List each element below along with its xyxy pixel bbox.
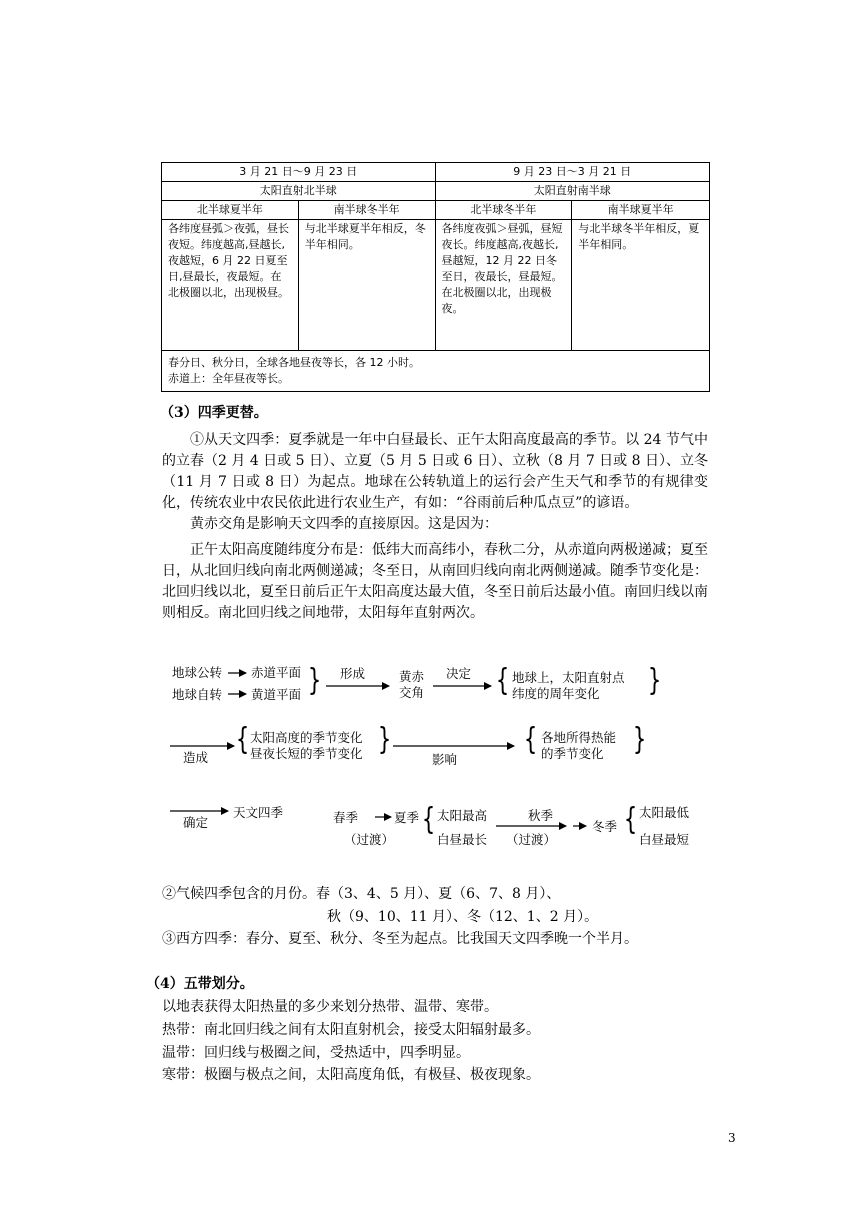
right-brace: } (647, 663, 662, 698)
label-astro-seasons: 天文四季 (233, 805, 284, 820)
paragraph-noon-sun: 正午太阳高度随纬度分布是：低纬大而高纬小，春秋二分，从赤道向两极递减；夏至日，从北回归线向南北两侧递减；冬至日，从南回归线向南北两侧递减。随季节变化是：北回归线以北，夏至日前后正午太阳高度达最大值，冬至日前后达最小值。南回归线以南则相反。南北回归线之间地带，太阳每年直射两次。 (162, 542, 708, 621)
label-winter: 冬季 (592, 819, 618, 834)
col-header: 北半球夏半年 (162, 201, 299, 220)
label-determine: 确定 (183, 815, 209, 830)
section-3-heading: （3）四季更替。 (160, 405, 268, 421)
label-decide: 决定 (446, 666, 472, 681)
label-influence: 影响 (432, 752, 458, 767)
table-cell: 各纬度夜弧＞昼弧，昼短夜长。纬度越高,夜越长,昼越短，12 月 22 日冬至日，夜最长，昼最短。在北极圈以北，出现极夜。 (435, 220, 572, 351)
period-south: 9 月 23 日～3 月 21 日 (435, 163, 710, 182)
label-equator-plane: 赤道平面 (251, 665, 302, 680)
col-header: 南半球冬半年 (298, 201, 435, 220)
label-earth-revolution: 地球公转 (172, 665, 223, 680)
table-cell: 与北半球夏半年相反，冬半年相同。 (298, 220, 435, 351)
climate-seasons-line-1: ②气候四季包含的月份。春（3、4、5 月）、夏（6、7、8 月）、 (162, 886, 561, 902)
left-brace: { (235, 722, 250, 757)
right-brace: } (377, 722, 392, 757)
table-cell: 各纬度昼弧＞夜弧，昼长夜短。纬度越高,昼越长,夜越短，6 月 22 日夏至日,昼最长，夜最短。在北极圈以北，出现极昼。 (162, 220, 299, 351)
label-obliquity-1: 黄赤 (399, 669, 425, 684)
table-cell: 与北半球冬半年相反，夏半年相同。 (572, 220, 710, 351)
col-header: 南半球夏半年 (572, 201, 710, 220)
label-sun-height-change: 太阳高度的季节变化 (250, 730, 363, 745)
paragraph-astro-seasons: ①从天文四季：夏季就是一年中白昼最长、正午太阳高度最高的季节。以 24 节气中的立春（2 月 4 日或 5 日）、立夏（5 月 5 日或 6 日）、立秋（8 月 7 日或 8 日）、立冬（11 月 7 日或 8 日）为起点。地球在公转轨道上的运行会产生天气和季节的有规律变化，传统农业中农民依此进行农业生产，有如：“谷雨前后种瓜点豆”的谚语。 (162, 432, 708, 511)
label-spring: 春季 (333, 810, 359, 825)
footer-equator: 赤道上：全年昼夜等长。 (168, 372, 289, 385)
right-brace: } (307, 663, 322, 698)
right-brace: } (632, 722, 647, 757)
direct-north: 太阳直射北半球 (162, 182, 436, 201)
left-brace: { (421, 802, 436, 837)
label-heat-1: 各地所得热能 (541, 730, 617, 745)
page-number: 3 (728, 1131, 736, 1145)
label-form: 形成 (340, 666, 366, 681)
section-4-heading: （4）五带划分。 (146, 976, 254, 992)
label-sun-highest: 太阳最高 (437, 808, 488, 823)
label-obliquity-2: 交角 (399, 685, 425, 700)
col-header: 北半球冬半年 (435, 201, 572, 220)
label-day-length-change: 昼夜长短的季节变化 (250, 746, 363, 761)
period-north: 3 月 21 日～9 月 23 日 (162, 163, 436, 182)
label-direct-point-1: 地球上，太阳直射点 (512, 670, 625, 685)
label-transition: （过渡） (506, 832, 557, 847)
paragraph-obliquity: 黄赤交角是影响天文四季的直接原因。这是因为： (190, 516, 498, 532)
left-brace: { (523, 722, 538, 757)
zones-intro: 以地表获得太阳热量的多少来划分热带、温带、寒带。 (162, 999, 498, 1015)
zone-frigid: 寒带：极圈与极点之间，太阳高度角低，有极昼、极夜现象。 (162, 1067, 540, 1083)
label-direct-point-2: 纬度的周年变化 (512, 686, 600, 701)
label-transition: （过渡） (344, 832, 395, 847)
label-day-shortest: 白昼最短 (639, 832, 690, 847)
label-autumn: 秋季 (528, 808, 554, 823)
label-sun-lowest: 太阳最低 (639, 805, 690, 820)
western-seasons-line: ③西方四季：春分、夏至、秋分、冬至为起点。比我国天文四季晚一个半月。 (162, 931, 638, 947)
label-summer: 夏季 (394, 810, 420, 825)
zone-temperate: 温带：回归线与极圈之间，受热适中，四季明显。 (162, 1045, 470, 1061)
left-brace: { (495, 663, 510, 698)
label-earth-rotation: 地球自转 (172, 687, 223, 702)
label-heat-2: 的季节变化 (541, 746, 604, 761)
zone-tropical: 热带：南北回归线之间有太阳直射机会，接受太阳辐射最多。 (162, 1022, 540, 1038)
footer-equinox: 春分日、秋分日，全球各地昼夜等长，各 12 小时。 (168, 356, 420, 369)
left-brace: { (623, 802, 638, 837)
label-day-longest: 白昼最长 (437, 832, 488, 847)
climate-seasons-line-2: 秋（9、10、11 月）、冬（12、1、2 月）。 (327, 909, 599, 925)
direct-south: 太阳直射南半球 (435, 182, 710, 201)
label-cause: 造成 (183, 750, 209, 765)
label-ecliptic-plane: 黄道平面 (251, 687, 302, 702)
